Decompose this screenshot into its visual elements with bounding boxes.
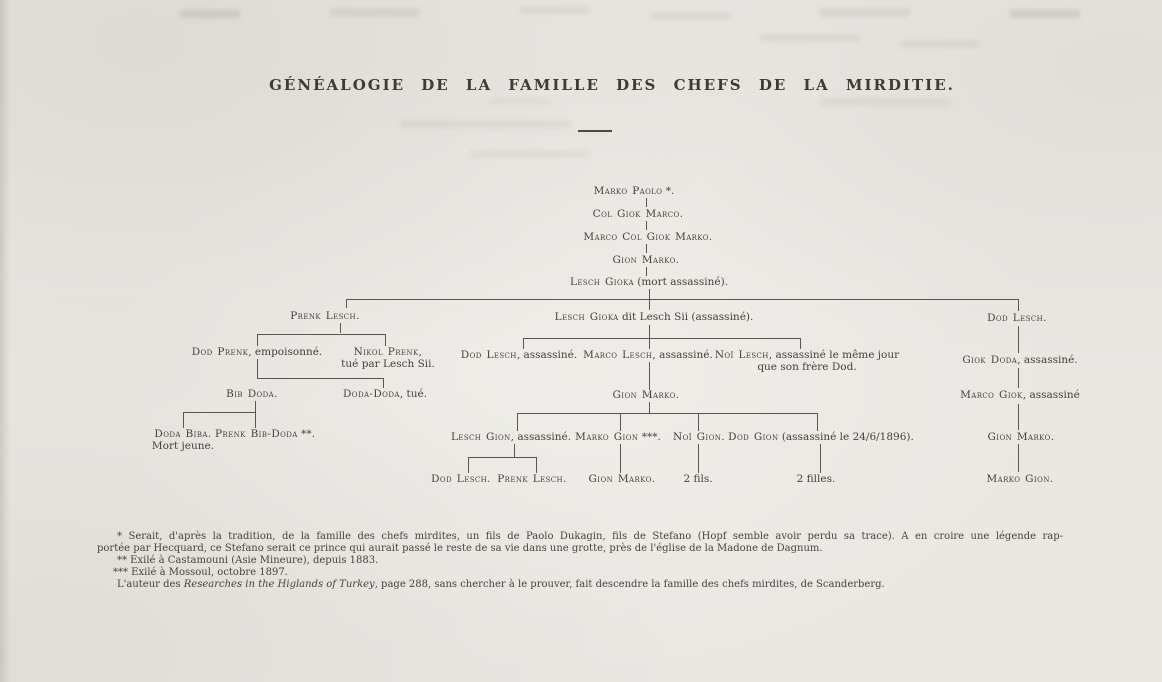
connector [183, 412, 184, 428]
node-marco-giok: Marco Giok, assassiné [960, 389, 1080, 401]
connector [257, 378, 384, 379]
connector [698, 413, 699, 431]
connector [340, 323, 341, 333]
connector [468, 457, 537, 458]
connector [817, 413, 818, 431]
connector [523, 338, 801, 339]
node-prenk-lesch-jr: Prenk Lesch. [497, 473, 567, 485]
connector [255, 412, 256, 428]
connector [620, 444, 621, 473]
node-col-giok-marco: Col Giok Marco. [592, 208, 684, 220]
node-dod-lesch-2: Dod Lesch, assassiné. [460, 349, 578, 361]
scan-artifact [760, 34, 860, 42]
node-nikol-prenk: Nikol Prenk, tué par Lesch Sii. [341, 346, 435, 370]
node-noi-lesch: Noï Lesch, assassiné le même jour que son frère Dod. [714, 349, 900, 373]
title-rule [578, 130, 612, 132]
connector [646, 244, 647, 253]
connector [646, 267, 647, 276]
node-marko-gion-2: Marko Gion ***. [575, 431, 661, 443]
connector [1018, 326, 1019, 353]
connector [523, 338, 524, 349]
scan-artifact [1010, 10, 1080, 18]
connector [257, 334, 258, 346]
node-bib-doda: Bib Doda. [226, 388, 278, 400]
connector [517, 413, 818, 414]
connector [620, 413, 621, 431]
connector [383, 378, 384, 388]
node-giok-doda: Giok Doda, assassiné. [962, 354, 1078, 366]
node-lesch-gion: Lesch Gion, assassiné. [450, 431, 572, 443]
connector [649, 325, 650, 349]
footnote-4: L'auteur des Researches in the Higlands of Turkey, page 288, sans chercher à le prouver, fait descendre la famille des chefs mirdites, de Scanderberg. [117, 579, 885, 590]
connector [346, 299, 1018, 300]
scan-artifact [470, 150, 590, 158]
node-two-sons: 2 fils. [683, 473, 713, 485]
scan-artifact [520, 6, 590, 14]
footnote-1-line-1: * Serait, d'après la tradition, de la famille des chefs mirdites, un fils de Paolo Dukagin, fils de Stefano (Hopf semble avoir perdu sa trace). A en croire une légende rap- [117, 531, 1063, 542]
footnote-3: *** Exilé à Mossoul, octobre 1897. [113, 567, 288, 578]
scan-artifact [650, 12, 730, 20]
scan-artifact [900, 40, 980, 48]
connector [1018, 444, 1019, 472]
node-marco-col-giok-marko: Marco Col Giok Marko. [583, 231, 713, 243]
scan-artifact [490, 98, 550, 105]
connector [255, 401, 256, 412]
scan-artifact [180, 10, 240, 18]
node-marco-lesch: Marco Lesch, assassiné. [583, 349, 713, 361]
connector [514, 444, 515, 457]
node-gion-marko-2: Gion Marko. [612, 389, 680, 401]
connector [517, 413, 518, 431]
node-prenk-bib-doda: Prenk Bib-Doda **. [215, 428, 315, 440]
page-title: GÉNÉALOGIE DE LA FAMILLE DES CHEFS DE LA MIRDITIE. [269, 76, 955, 94]
node-dod-lesch-jr: Dod Lesch. [431, 473, 491, 485]
scan-artifact [330, 8, 420, 17]
node-doda-doda: Doda-Doda, tué. [342, 388, 428, 400]
connector [649, 402, 650, 413]
footnotes [97, 531, 1063, 591]
connector [346, 299, 347, 308]
node-gion-marko-4: Gion Marko. [987, 431, 1055, 443]
node-gion-marko-jr: Gion Marko. [588, 473, 656, 485]
connector [183, 412, 256, 413]
node-dod-prenk: Dod Prenk, empoisonné. [191, 346, 323, 358]
connector [536, 457, 537, 473]
footnote-2: ** Exilé à Castamouni (Asie Mineure), depuis 1883. [117, 555, 379, 566]
scan-artifact [820, 98, 950, 106]
connector [800, 338, 801, 349]
node-gion-marko-1: Gion Marko. [612, 254, 680, 266]
node-marko-paolo: Marko Paolo *. [593, 185, 675, 197]
node-prenk-lesch: Prenk Lesch. [290, 310, 360, 322]
connector [257, 359, 258, 378]
connector [820, 444, 821, 473]
node-two-daughters: 2 filles. [796, 473, 836, 485]
node-noi-gion: Noï Gion. [673, 431, 725, 443]
scan-artifact [400, 120, 570, 129]
connector [646, 221, 647, 230]
node-dod-lesch: Dod Lesch. [987, 312, 1047, 324]
connector [1018, 368, 1019, 388]
connector [698, 444, 699, 473]
node-doda-biba: Doda Biba. Mort jeune. [151, 428, 215, 452]
connector [468, 457, 469, 473]
page-edge-shadow [0, 0, 10, 682]
connector [385, 334, 386, 346]
book-title-italic: Researches in the Higlands of Turkey [183, 579, 375, 590]
scan-artifact [820, 8, 910, 17]
connector [257, 334, 386, 335]
node-dod-gion: Dod Gion (assassiné le 24/6/1896). [728, 431, 914, 443]
connector [1018, 299, 1019, 311]
footnote-1-line-2: portée par Hecquard, ce Stefano serait ce prince qui aurait passé le reste de sa vie dans une grotte, près de l'église de la Madone de Dagnum. [97, 543, 823, 554]
node-lesch-gioka: Lesch Gioka (mort assassiné). [569, 276, 729, 288]
connector [649, 362, 650, 390]
node-marko-gion-4: Marko Gion. [986, 473, 1054, 485]
connector [646, 198, 647, 207]
connector [1018, 404, 1019, 430]
node-lesch-gioka-dit-lesch-sii: Lesch Gioka dit Lesch Sii (assassiné). [554, 311, 754, 323]
